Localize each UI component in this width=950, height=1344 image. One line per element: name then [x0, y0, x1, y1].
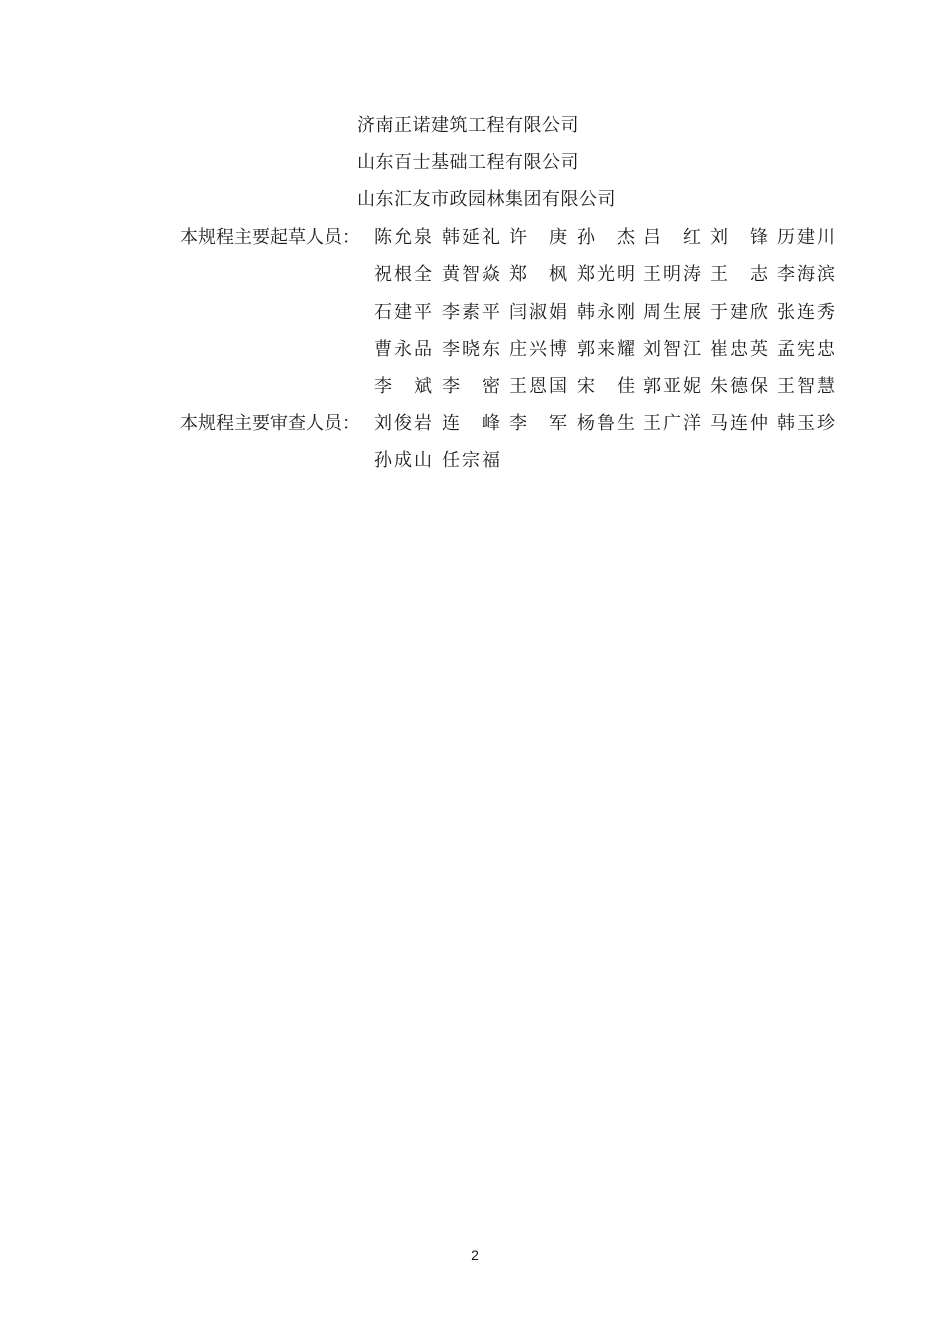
- person-name: 李 军: [509, 413, 567, 434]
- person-name: 马 连 仲: [710, 413, 768, 434]
- person-name: 韩 延 礼: [442, 227, 500, 248]
- person-name: 陈 允 泉: [374, 227, 432, 248]
- person-name: 王 志: [710, 264, 768, 286]
- person-name: 郑 光 明: [577, 264, 635, 286]
- person-name: 王 广 洋: [643, 413, 701, 434]
- person-name: 连 峰: [442, 413, 500, 434]
- reviewers-row: [0, 413, 950, 435]
- person-name: 周 生 展: [643, 301, 701, 323]
- person-name: 许 庚: [509, 227, 567, 248]
- drafters-row: [0, 302, 950, 324]
- company-name: 济南正诺建筑工程有限公司: [357, 115, 579, 136]
- person-name: 李 海 滨: [777, 264, 835, 286]
- reviewers-label: 本规程主要审查人员：: [180, 413, 360, 434]
- person-name: 刘 智 江: [643, 338, 701, 360]
- person-name: 曹 永 品: [374, 338, 432, 360]
- person-name: 韩 永 刚: [577, 301, 635, 323]
- person-name: 闫 淑 娟: [509, 301, 567, 323]
- person-name: 张 连 秀: [777, 301, 835, 323]
- drafters-row: [0, 227, 950, 249]
- person-name: 历 建 川: [777, 227, 835, 248]
- person-name: 王 明 涛: [643, 264, 701, 286]
- person-name: 李 晓 东: [442, 338, 500, 360]
- person-name: 刘 锋: [710, 227, 768, 248]
- person-name: 朱 德 保: [710, 376, 768, 398]
- person-name: 王 智 慧: [777, 376, 835, 398]
- person-name: 孟 宪 忠: [777, 338, 835, 360]
- person-name: 刘 俊 岩: [374, 413, 432, 434]
- person-name: 黄 智 焱: [442, 264, 500, 286]
- company-name: 山东汇友市政园林集团有限公司: [357, 189, 616, 210]
- drafters-label: 本规程主要起草人员：: [180, 227, 360, 248]
- person-name: 孙 成 山: [374, 450, 432, 472]
- person-name: 李 素 平: [442, 301, 500, 323]
- person-name: 宋 佳: [577, 376, 635, 398]
- person-name: 庄 兴 博: [509, 338, 567, 360]
- person-name: 郑 枫: [509, 264, 567, 286]
- person-name: 祝 根 全: [374, 264, 432, 286]
- person-name: 郭 来 耀: [577, 338, 635, 360]
- person-name: 郭 亚 妮: [643, 376, 701, 398]
- drafters-row: [0, 264, 950, 286]
- drafters-row: [0, 339, 950, 361]
- person-name: 杨 鲁 生: [577, 413, 635, 434]
- reviewers-row: [0, 450, 950, 472]
- person-name: 李 密: [442, 376, 500, 398]
- person-name: 李 斌: [374, 376, 432, 398]
- person-name: 韩 玉 珍: [777, 413, 835, 434]
- person-name: 孙 杰: [577, 227, 635, 248]
- person-name: 王 恩 国: [509, 376, 567, 398]
- person-name: 于 建 欣: [710, 301, 768, 323]
- person-name: 崔 忠 英: [710, 338, 768, 360]
- person-name: 吕 红: [643, 227, 701, 248]
- company-name: 山东百士基础工程有限公司: [357, 152, 579, 173]
- person-name: 石 建 平: [374, 301, 432, 323]
- person-name: 任 宗 福: [442, 450, 500, 472]
- page-number: 2: [471, 1247, 479, 1263]
- drafters-row: [0, 376, 950, 398]
